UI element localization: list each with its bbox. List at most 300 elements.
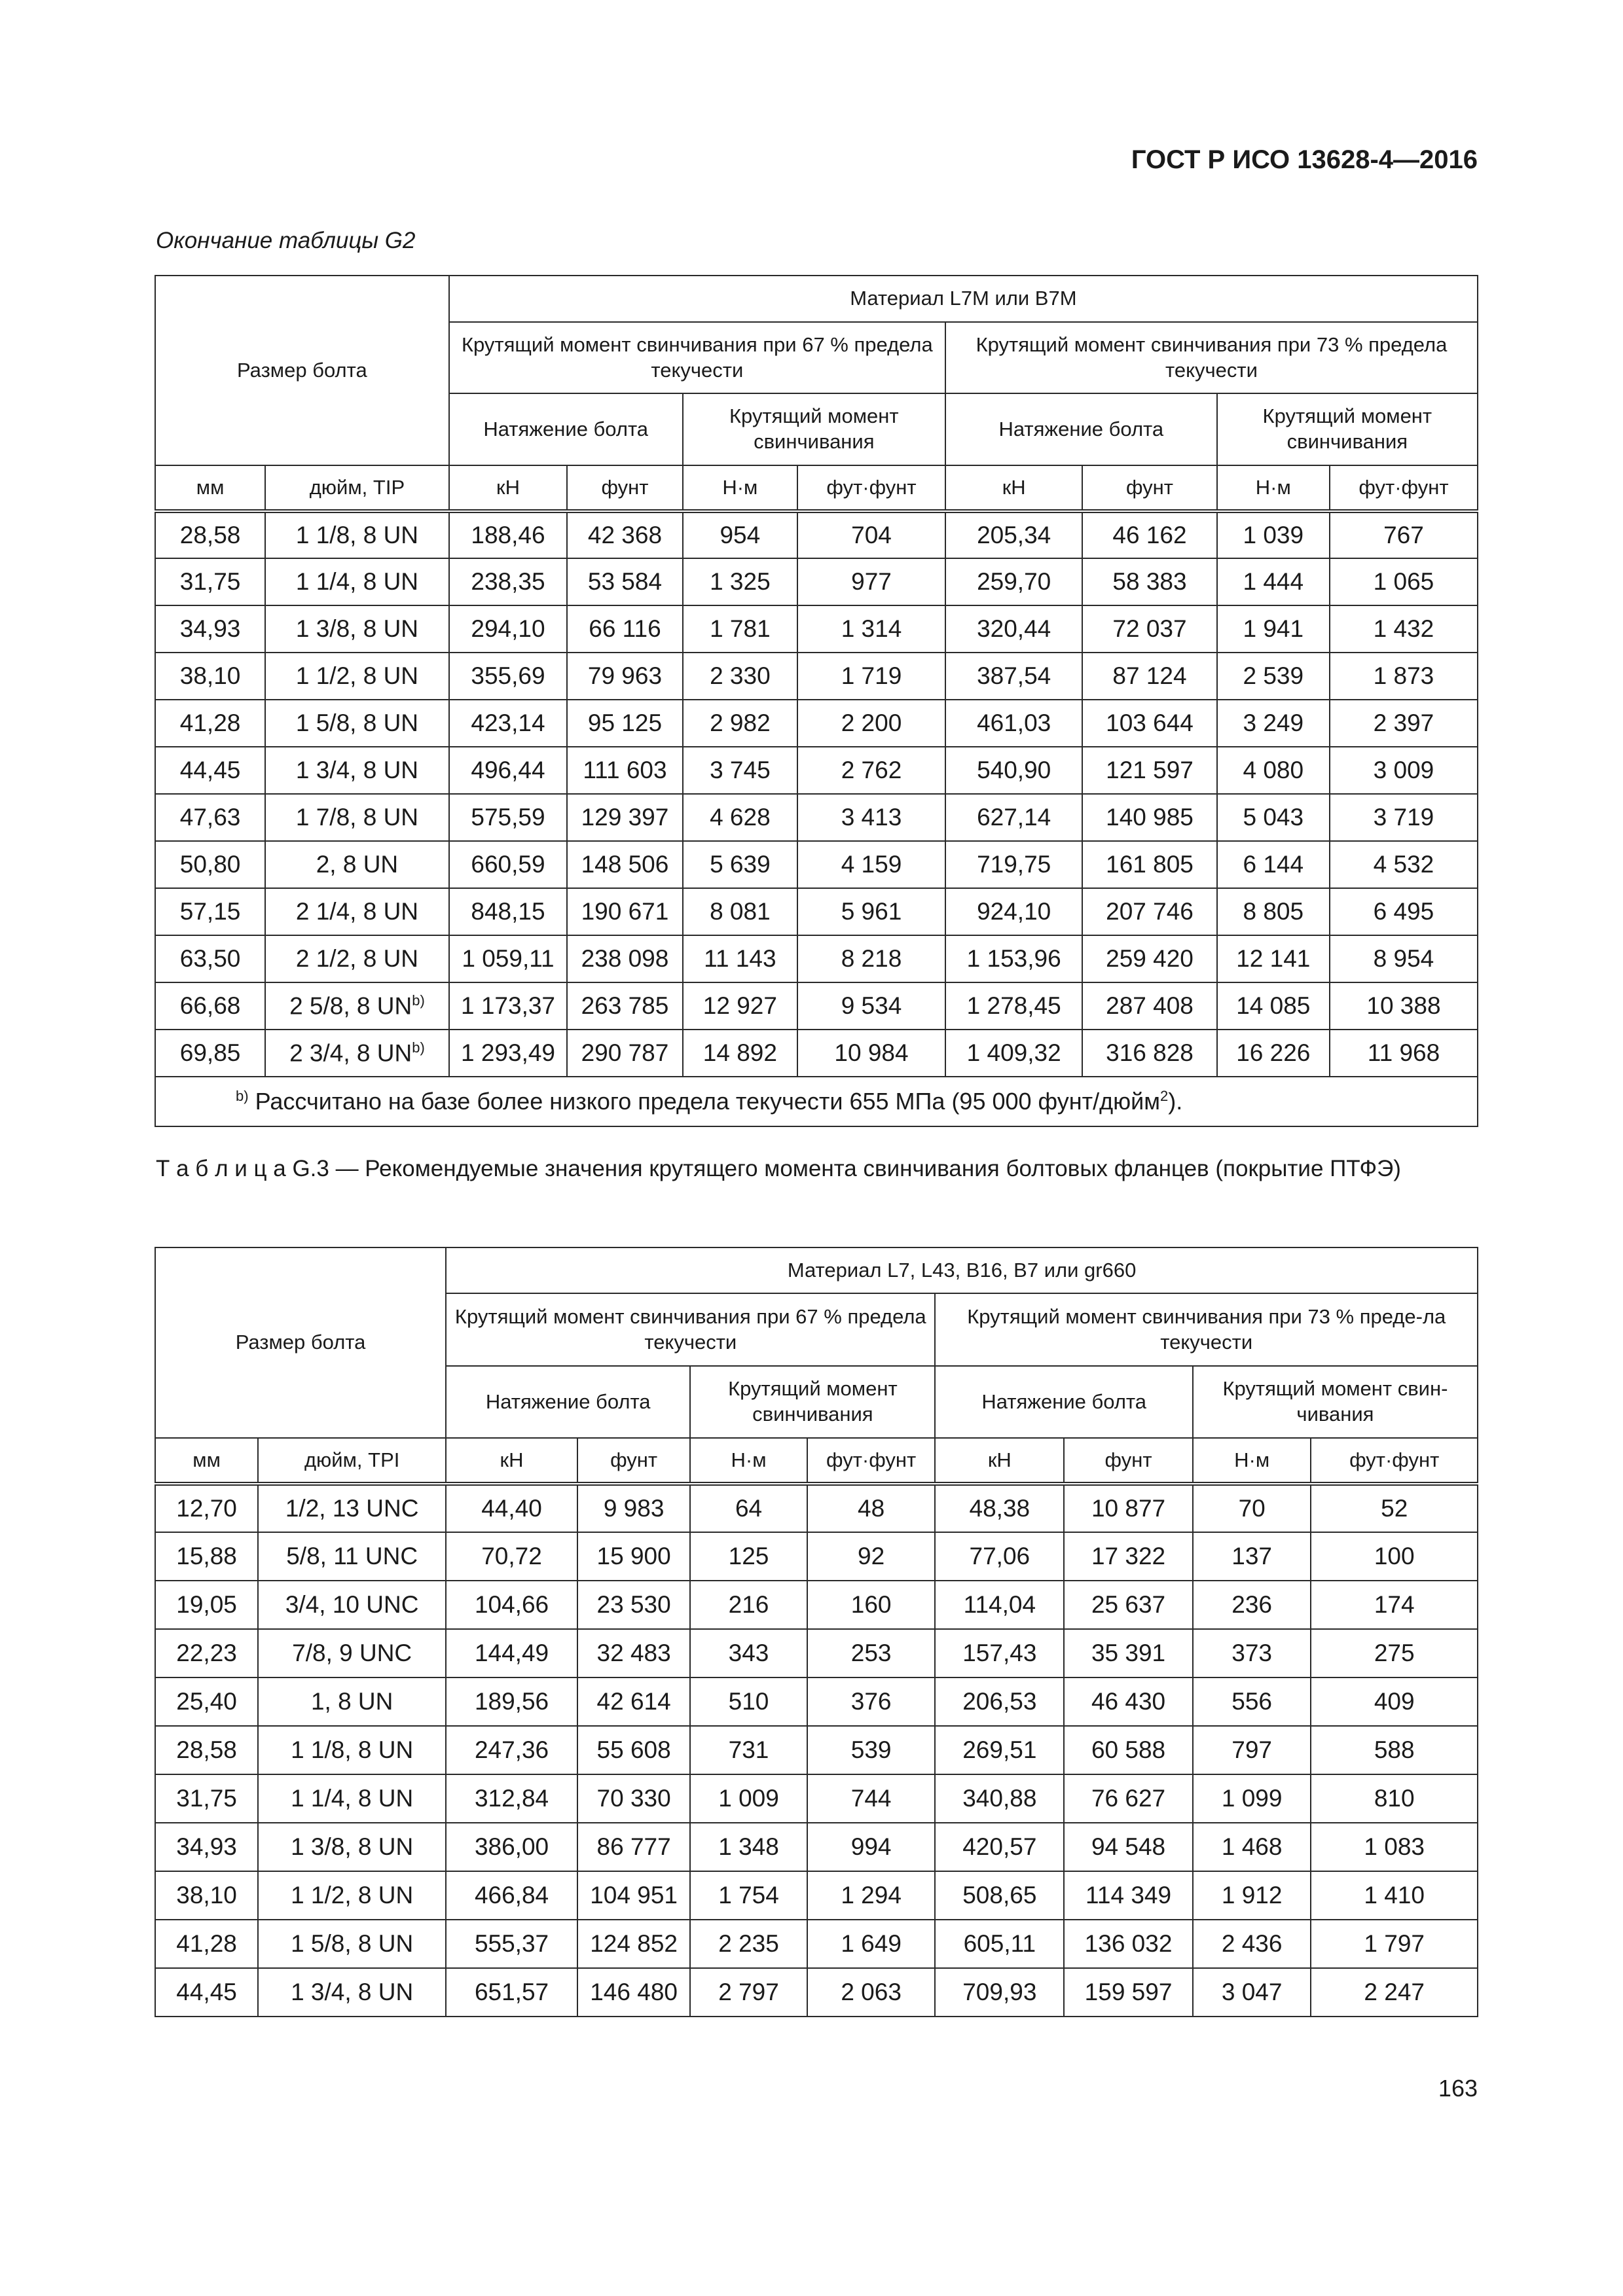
table-cell: 1 293,49 — [449, 1030, 568, 1077]
table-cell: 92 — [807, 1532, 936, 1581]
table-cell: 5/8, 11 UNC — [258, 1532, 446, 1581]
material-header: Материал L7M или B7M — [449, 276, 1478, 322]
table-cell: 1 348 — [690, 1823, 807, 1871]
table-cell: 66 116 — [567, 605, 682, 653]
table-cell: 53 584 — [567, 558, 682, 605]
table-cell: 1 009 — [690, 1774, 807, 1823]
table-cell: 48,38 — [935, 1484, 1064, 1532]
table-cell: 103 644 — [1082, 700, 1216, 747]
table-row — [155, 1871, 1478, 1920]
table-cell: 46 430 — [1064, 1677, 1193, 1726]
table-cell: 44,45 — [155, 1968, 258, 2017]
table-cell: 259,70 — [945, 558, 1082, 605]
table-cell: 1 314 — [797, 605, 945, 653]
table-row — [155, 1968, 1478, 2017]
torque-73-header: Крутящий момент свинчивания при 73 % предела текучести — [945, 322, 1478, 393]
table-cell: 8 081 — [683, 888, 797, 935]
table-row — [155, 1629, 1478, 1677]
table-cell: 42 368 — [567, 511, 682, 558]
table-cell: 1 278,45 — [945, 982, 1082, 1030]
table-cell: 121 597 — [1082, 747, 1216, 794]
table-cell: 977 — [797, 558, 945, 605]
table-cell: 539 — [807, 1726, 936, 1774]
table-cell: 343 — [690, 1629, 807, 1677]
table-cell: 8 805 — [1217, 888, 1330, 935]
units-row — [155, 465, 1478, 511]
table-cell: 1 432 — [1330, 605, 1478, 653]
bolt-size-header: Размер болта — [155, 1247, 446, 1438]
table-cell: 174 — [1311, 1581, 1478, 1629]
unit-header: кН — [449, 465, 568, 511]
table-cell: 35 391 — [1064, 1629, 1193, 1677]
table-cell: 2 200 — [797, 700, 945, 747]
unit-header: Н·м — [1193, 1438, 1311, 1484]
table-cell: 146 480 — [577, 1968, 690, 2017]
table-row — [155, 1726, 1478, 1774]
table-cell: 259 420 — [1082, 935, 1216, 982]
table-cell: 810 — [1311, 1774, 1478, 1823]
table-g2 — [155, 275, 1478, 1127]
table-cell: 275 — [1311, 1629, 1478, 1677]
table-cell: 9 534 — [797, 982, 945, 1030]
table-cell: 114 349 — [1064, 1871, 1193, 1920]
table-cell: 31,75 — [155, 558, 265, 605]
table-cell: 12 927 — [683, 982, 797, 1030]
footnote-b — [155, 1077, 1478, 1126]
table-cell: 797 — [1193, 1726, 1311, 1774]
table-cell: 556 — [1193, 1677, 1311, 1726]
table-cell: 16 226 — [1217, 1030, 1330, 1077]
table-cell: 148 506 — [567, 841, 682, 888]
table-cell: 312,84 — [446, 1774, 577, 1823]
table-cell: 31,75 — [155, 1774, 258, 1823]
table-cell: 190 671 — [567, 888, 682, 935]
unit-header: мм — [155, 1438, 258, 1484]
table-g2-body — [155, 511, 1478, 1077]
table-row — [155, 1484, 1478, 1532]
table-cell: 247,36 — [446, 1726, 577, 1774]
table-cell: 4 159 — [797, 841, 945, 888]
table-cell: 77,06 — [935, 1532, 1064, 1581]
table-cell: 14 085 — [1217, 982, 1330, 1030]
table-cell: 42 614 — [577, 1677, 690, 1726]
table-cell: 731 — [690, 1726, 807, 1774]
table-cell: 144,49 — [446, 1629, 577, 1677]
table-cell: 41,28 — [155, 1920, 258, 1968]
table-cell: 6 495 — [1330, 888, 1478, 935]
table-cell: 10 877 — [1064, 1484, 1193, 1532]
table-cell: 159 597 — [1064, 1968, 1193, 2017]
table-cell: 1, 8 UN — [258, 1677, 446, 1726]
table-cell: 3 745 — [683, 747, 797, 794]
table-cell: 205,34 — [945, 511, 1082, 558]
table-g3-body — [155, 1484, 1478, 2017]
table-cell: 1 1/2, 8 UN — [258, 1871, 446, 1920]
table-cell: 4 532 — [1330, 841, 1478, 888]
table-cell: 704 — [797, 511, 945, 558]
table-cell: 140 985 — [1082, 794, 1216, 841]
table-cell: 124 852 — [577, 1920, 690, 1968]
table-cell: 86 777 — [577, 1823, 690, 1871]
table-cell: 1 941 — [1217, 605, 1330, 653]
table-g3 — [155, 1247, 1478, 2017]
table-cell: 355,69 — [449, 653, 568, 700]
table-cell: 50,80 — [155, 841, 265, 888]
table-cell: 2, 8 UN — [265, 841, 449, 888]
table-cell: 25,40 — [155, 1677, 258, 1726]
unit-header: фунт — [1064, 1438, 1193, 1484]
table-cell: 510 — [690, 1677, 807, 1726]
table-cell: 409 — [1311, 1677, 1478, 1726]
inch-value: 2 3/4, 8 UN — [289, 1039, 412, 1067]
table-cell: 2 397 — [1330, 700, 1478, 747]
unit-header: дюйм, TIP — [265, 465, 449, 511]
table-cell: 1 719 — [797, 653, 945, 700]
table-cell: 125 — [690, 1532, 807, 1581]
table-cell: 2 762 — [797, 747, 945, 794]
table-cell: 207 746 — [1082, 888, 1216, 935]
table-cell: 3/4, 10 UNC — [258, 1581, 446, 1629]
table-cell: 70,72 — [446, 1532, 577, 1581]
unit-header: кН — [446, 1438, 577, 1484]
table-row — [155, 1920, 1478, 1968]
table-row — [155, 935, 1478, 982]
table-cell: 129 397 — [567, 794, 682, 841]
table-cell: 58 383 — [1082, 558, 1216, 605]
table-cell: 189,56 — [446, 1677, 577, 1726]
document-code: ГОСТ Р ИСО 13628-4—2016 — [1131, 145, 1478, 174]
table-cell: 57,15 — [155, 888, 265, 935]
table-cell: 70 330 — [577, 1774, 690, 1823]
table-cell: 1 059,11 — [449, 935, 568, 982]
table-cell: 316 828 — [1082, 1030, 1216, 1077]
table-cell: 25 637 — [1064, 1581, 1193, 1629]
table-cell: 263 785 — [567, 982, 682, 1030]
table-cell: 767 — [1330, 511, 1478, 558]
torque-73-header: Крутящий момент свинчивания при 73 % преде-ла текучести — [935, 1293, 1478, 1366]
table-cell: 1 1/4, 8 UN — [258, 1774, 446, 1823]
page-number: 163 — [1438, 2075, 1478, 2102]
units-row — [155, 1438, 1478, 1484]
table-cell: 1 7/8, 8 UN — [265, 794, 449, 841]
table-cell: 34,93 — [155, 605, 265, 653]
table-cell: 206,53 — [935, 1677, 1064, 1726]
table-cell: 1 1/8, 8 UN — [265, 511, 449, 558]
unit-header: фунт — [577, 1438, 690, 1484]
table-cell: 1 1/8, 8 UN — [258, 1726, 446, 1774]
table-cell: 3 249 — [1217, 700, 1330, 747]
unit-header: фут·фунт — [1311, 1438, 1478, 1484]
table-cell: 340,88 — [935, 1774, 1064, 1823]
table-row — [155, 841, 1478, 888]
table-cell: 2 1/4, 8 UN — [265, 888, 449, 935]
table-cell: 34,93 — [155, 1823, 258, 1871]
table-cell: 1/2, 13 UNC — [258, 1484, 446, 1532]
unit-header: Н·м — [690, 1438, 807, 1484]
table-cell: 236 — [1193, 1581, 1311, 1629]
footnote-text: Рассчитано на базе более низкого предела текучести 655 МПа (95 000 фунт/дюйм — [248, 1088, 1160, 1115]
table-row — [155, 653, 1478, 700]
table-row — [155, 1581, 1478, 1629]
table-cell: 575,59 — [449, 794, 568, 841]
table-row — [155, 700, 1478, 747]
table-cell: 1 5/8, 8 UN — [258, 1920, 446, 1968]
table-cell: 954 — [683, 511, 797, 558]
table-cell: 386,00 — [446, 1823, 577, 1871]
table-cell: 3 719 — [1330, 794, 1478, 841]
table-cell: 373 — [1193, 1629, 1311, 1677]
table-cell: 320,44 — [945, 605, 1082, 653]
table-cell: 1 468 — [1193, 1823, 1311, 1871]
table-cell: 2 982 — [683, 700, 797, 747]
table-cell: 157,43 — [935, 1629, 1064, 1677]
table-cell: 72 037 — [1082, 605, 1216, 653]
table-cell: 2 235 — [690, 1920, 807, 1968]
table-cell: 64 — [690, 1484, 807, 1532]
table-cell: 709,93 — [935, 1968, 1064, 2017]
material-header: Материал L7, L43, B16, B7 или gr660 — [446, 1247, 1478, 1293]
table-cell: 1 797 — [1311, 1920, 1478, 1968]
table-cell: 160 — [807, 1581, 936, 1629]
table-cell: 12,70 — [155, 1484, 258, 1532]
table-cell: 744 — [807, 1774, 936, 1823]
unit-header: фунт — [1082, 465, 1216, 511]
table-cell: 188,46 — [449, 511, 568, 558]
table-row — [155, 558, 1478, 605]
table-cell: 2 539 — [1217, 653, 1330, 700]
unit-header: кН — [945, 465, 1082, 511]
table-cell: 2 436 — [1193, 1920, 1311, 1968]
table-cell: 238,35 — [449, 558, 568, 605]
tension-header-73: Натяжение болта — [945, 393, 1217, 465]
table-cell: 32 483 — [577, 1629, 690, 1677]
table-cell: 8 954 — [1330, 935, 1478, 982]
table-cell: 137 — [1193, 1532, 1311, 1581]
bolt-size-header: Размер болта — [155, 276, 449, 465]
table-cell: 2 330 — [683, 653, 797, 700]
table-cell: 23 530 — [577, 1581, 690, 1629]
table-cell: 994 — [807, 1823, 936, 1871]
table-cell: 3 009 — [1330, 747, 1478, 794]
table-cell: 1 754 — [690, 1871, 807, 1920]
table-cell: 55 608 — [577, 1726, 690, 1774]
table-cell: 22,23 — [155, 1629, 258, 1677]
table-row — [155, 1823, 1478, 1871]
table-cell: 238 098 — [567, 935, 682, 982]
unit-header: мм — [155, 465, 265, 511]
make-up-torque-header-73: Крутящий момент свин-чивания — [1193, 1366, 1478, 1438]
table-cell: 60 588 — [1064, 1726, 1193, 1774]
table-cell: 161 805 — [1082, 841, 1216, 888]
table-row — [155, 747, 1478, 794]
table-row — [155, 1677, 1478, 1726]
table-cell: 79 963 — [567, 653, 682, 700]
table-cell: 1 444 — [1217, 558, 1330, 605]
table-cell: 651,57 — [446, 1968, 577, 2017]
table-cell: 70 — [1193, 1484, 1311, 1532]
table-cell: 48 — [807, 1484, 936, 1532]
table-cell: 253 — [807, 1629, 936, 1677]
table-cell: 1 083 — [1311, 1823, 1478, 1871]
table-cell: 63,50 — [155, 935, 265, 982]
table-cell: 41,28 — [155, 700, 265, 747]
table-cell: 28,58 — [155, 1726, 258, 1774]
unit-header: фут·фунт — [797, 465, 945, 511]
torque-67-header: Крутящий момент свинчивания при 67 % предела текучести — [449, 322, 945, 393]
table-row — [155, 1532, 1478, 1581]
table-cell: 52 — [1311, 1484, 1478, 1532]
make-up-torque-header-67: Крутящий момент свинчивания — [690, 1366, 935, 1438]
table-cell: 136 032 — [1064, 1920, 1193, 1968]
table-cell: 7/8, 9 UNC — [258, 1629, 446, 1677]
table-cell: 924,10 — [945, 888, 1082, 935]
table-row — [155, 511, 1478, 558]
table-row — [155, 1774, 1478, 1823]
table-cell: 95 125 — [567, 700, 682, 747]
table-cell — [265, 982, 449, 1030]
table-cell — [265, 1030, 449, 1077]
table-cell: 1 873 — [1330, 653, 1478, 700]
table-cell: 14 892 — [683, 1030, 797, 1077]
table-cell: 1 1/2, 8 UN — [265, 653, 449, 700]
table-cell: 848,15 — [449, 888, 568, 935]
table-cell: 376 — [807, 1677, 936, 1726]
tension-header-67: Натяжение болта — [449, 393, 683, 465]
table-cell: 287 408 — [1082, 982, 1216, 1030]
tension-header-67: Натяжение болта — [446, 1366, 690, 1438]
table-cell: 627,14 — [945, 794, 1082, 841]
make-up-torque-header-67: Крутящий момент свинчивания — [683, 393, 945, 465]
table-cell: 1 912 — [1193, 1871, 1311, 1920]
table-cell: 1 409,32 — [945, 1030, 1082, 1077]
table-g2-caption: Окончание таблицы G2 — [156, 228, 416, 253]
table-row — [155, 982, 1478, 1030]
table-row — [155, 605, 1478, 653]
table-cell: 10 388 — [1330, 982, 1478, 1030]
unit-header: фут·фунт — [1330, 465, 1478, 511]
table-cell: 19,05 — [155, 1581, 258, 1629]
table-cell: 4 080 — [1217, 747, 1330, 794]
table-cell: 9 983 — [577, 1484, 690, 1532]
table-cell: 38,10 — [155, 653, 265, 700]
table-cell: 6 144 — [1217, 841, 1330, 888]
table-cell: 496,44 — [449, 747, 568, 794]
table-cell: 1 294 — [807, 1871, 936, 1920]
table-cell: 15 900 — [577, 1532, 690, 1581]
table-cell: 44,45 — [155, 747, 265, 794]
table-cell: 11 143 — [683, 935, 797, 982]
table-cell: 76 627 — [1064, 1774, 1193, 1823]
table-cell: 2 247 — [1311, 1968, 1478, 2017]
table-cell: 44,40 — [446, 1484, 577, 1532]
table-cell: 47,63 — [155, 794, 265, 841]
torque-67-header: Крутящий момент свинчивания при 67 % предела текучести — [446, 1293, 935, 1366]
unit-header: фут·фунт — [807, 1438, 936, 1484]
unit-header: дюйм, TPI — [258, 1438, 446, 1484]
table-cell: 294,10 — [449, 605, 568, 653]
footnote-superscript: 2 — [1160, 1088, 1169, 1104]
table-cell: 10 984 — [797, 1030, 945, 1077]
table-cell: 28,58 — [155, 511, 265, 558]
table-row — [155, 888, 1478, 935]
table-cell: 1 649 — [807, 1920, 936, 1968]
table-cell: 1 325 — [683, 558, 797, 605]
table-row — [155, 1030, 1478, 1077]
table-cell: 8 218 — [797, 935, 945, 982]
table-cell: 104,66 — [446, 1581, 577, 1629]
table-cell: 11 968 — [1330, 1030, 1478, 1077]
footnote-text-end: ). — [1168, 1088, 1183, 1115]
unit-header: фунт — [567, 465, 682, 511]
table-cell: 420,57 — [935, 1823, 1064, 1871]
table-cell: 104 951 — [577, 1871, 690, 1920]
make-up-torque-header-73: Крутящий момент свинчивания — [1217, 393, 1478, 465]
table-cell: 1 410 — [1311, 1871, 1478, 1920]
tension-header-73: Натяжение болта — [935, 1366, 1192, 1438]
table-cell: 466,84 — [446, 1871, 577, 1920]
table-cell: 1 173,37 — [449, 982, 568, 1030]
table-cell: 4 628 — [683, 794, 797, 841]
table-cell: 66,68 — [155, 982, 265, 1030]
table-cell: 387,54 — [945, 653, 1082, 700]
table-cell: 38,10 — [155, 1871, 258, 1920]
table-cell: 1 3/8, 8 UN — [258, 1823, 446, 1871]
table-cell: 1 039 — [1217, 511, 1330, 558]
footnote-mark: b) — [236, 1088, 249, 1104]
table-cell: 588 — [1311, 1726, 1478, 1774]
table-cell: 1 153,96 — [945, 935, 1082, 982]
footnote-ref: b) — [412, 1039, 425, 1056]
table-cell: 5 961 — [797, 888, 945, 935]
table-cell: 1 3/4, 8 UN — [265, 747, 449, 794]
table-cell: 290 787 — [567, 1030, 682, 1077]
table-cell: 423,14 — [449, 700, 568, 747]
table-cell: 216 — [690, 1581, 807, 1629]
table-cell: 1 065 — [1330, 558, 1478, 605]
table-cell: 69,85 — [155, 1030, 265, 1077]
table-cell: 46 162 — [1082, 511, 1216, 558]
table-cell: 719,75 — [945, 841, 1082, 888]
table-cell: 2 797 — [690, 1968, 807, 2017]
table-cell: 1 5/8, 8 UN — [265, 700, 449, 747]
table-cell: 660,59 — [449, 841, 568, 888]
inch-value: 2 5/8, 8 UN — [289, 992, 412, 1020]
table-cell: 555,37 — [446, 1920, 577, 1968]
table-cell: 87 124 — [1082, 653, 1216, 700]
table-cell: 12 141 — [1217, 935, 1330, 982]
table-cell: 461,03 — [945, 700, 1082, 747]
table-cell: 508,65 — [935, 1871, 1064, 1920]
table-row — [155, 794, 1478, 841]
table-cell: 1 1/4, 8 UN — [265, 558, 449, 605]
table-cell: 114,04 — [935, 1581, 1064, 1629]
table-cell: 2 063 — [807, 1968, 936, 2017]
table-cell: 269,51 — [935, 1726, 1064, 1774]
table-cell: 2 1/2, 8 UN — [265, 935, 449, 982]
table-cell: 605,11 — [935, 1920, 1064, 1968]
table-cell: 17 322 — [1064, 1532, 1193, 1581]
table-cell: 1 3/8, 8 UN — [265, 605, 449, 653]
unit-header: Н·м — [683, 465, 797, 511]
table-cell: 1 781 — [683, 605, 797, 653]
table-cell: 94 548 — [1064, 1823, 1193, 1871]
table-cell: 5 043 — [1217, 794, 1330, 841]
unit-header: Н·м — [1217, 465, 1330, 511]
table-cell: 15,88 — [155, 1532, 258, 1581]
table-cell: 1 099 — [1193, 1774, 1311, 1823]
table-cell: 100 — [1311, 1532, 1478, 1581]
table-cell: 111 603 — [567, 747, 682, 794]
